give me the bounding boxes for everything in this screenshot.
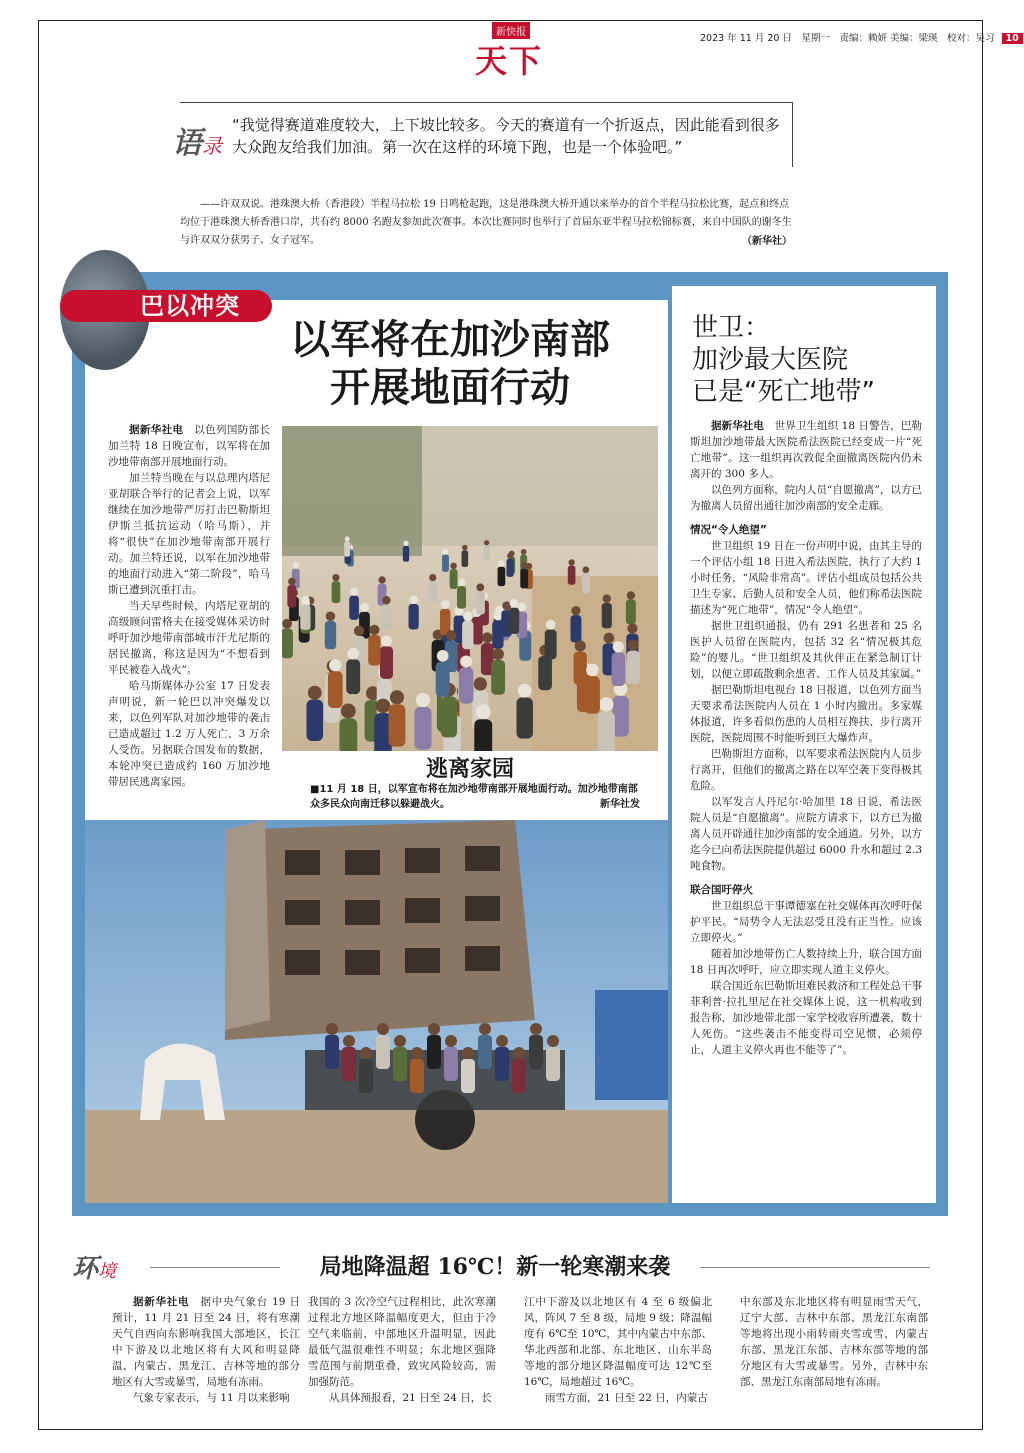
env-column-1: 据新华社电 据中央气象台 19 日预计，11 月 21 日至 24 日，将有寒潮天气自西向东影响我国大部地区，长江中下游及以北地区将有大风和明显降温，内蒙古、黑龙江、吉林等地的部分地区有大雪或暴雪，局地有冻雨。 气象专家表示，与 11 月以来影响: [112, 1296, 300, 1404]
article-paragraph: 加兰特当晚在与以总理内塔尼亚胡联合举行的记者会上说，以军继续在加沙地带严厉打击巴勒斯坦伊斯兰抵抗运动（哈马斯），并将“很快”在加沙地带南部开展行动。加兰特还说，以军在加沙地带的地面行动进入“第二阶段”，哈马斯已遭到沉重打击。: [108, 472, 270, 596]
side-headline: 世卫： 加沙最大医院 已是“死亡地带”: [692, 313, 875, 407]
quote-credit: （新华社）: [742, 236, 792, 247]
article-paragraph: 据巴勒斯坦电视台 18 日报道，以色列方面当天要求希法医院内人员在 1 小时内撤出。多家媒体报道，许多看似伤患的人员相互搀扶、步行离开医院，医院周围不时能听到巨大爆炸声。: [690, 684, 922, 744]
env-label: 环境: [72, 1254, 117, 1284]
dateline-text: 2023 年 11 月 20 日 星期一 责编：赖妍 美编：梁瑛 校对：吴习: [700, 33, 995, 44]
article-paragraph: 世卫组织总干事谭德塞在社交媒体再次呼吁保护平民。“局势令人无法忍受且没有正当性。应该立即停火。”: [690, 900, 922, 944]
side-article-body: [690, 418, 922, 1058]
quote-source: ——许双双说。港珠澳大桥（香港段）半程马拉松 19 日鸣枪起跑，这是港珠澳大桥开通以来举办的首个半程马拉松比赛，起点和终点均位于港珠澳大桥香港口岸，共有约 8000 名跑友参加此次赛事。本次比赛同时也举行了首届东亚半程马拉松锦标赛，来自中国队的谢冬生与许双双分获男子、女子冠军。: [180, 199, 792, 246]
main-article-body: [108, 422, 270, 790]
article-paragraph: 当天早些时候，内塔尼亚胡的高级顾问雷格夫在接受媒体采访时呼吁加沙地带南部城市汗尤尼斯的居民撤离，称这是因为“不想看到平民被卷入战火”。: [108, 600, 270, 676]
article-paragraph: 世卫组织 19 日在一份声明中说，由其主导的一个评估小组 18 日进入希法医院，执行了大约 1 小时任务，“风险非常高”。评估小组成员包括公共卫生专家、后勤人员和安全人员，他们称希法医院描述为“死亡地带”，情况“令人绝望”。: [690, 540, 922, 616]
env-column-4: 中东部及东北地区将有明显雨雪天气，辽宁大部、吉林中东部、黑龙江东南部等地将出现小雨转雨夹雪或雪，内蒙古东部、黑龙江东部、吉林东部等地的部分地区有大雪或暴雪。另外，吉林中东部、黑龙江东南部局地有冻雨。: [740, 1296, 928, 1388]
section-title: 天下: [475, 42, 544, 80]
env-column-2: 我国的 3 次冷空气过程相比，此次寒潮过程北方地区降温幅度更大，但由于冷空气来临前，中部地区升温明显，因此最低气温很难性不明显；东北地区强降雪范围与前期重叠，致灾风险较高，需加强防范。 从具体预报看，21 日至 24 日，长: [308, 1296, 496, 1404]
article-paragraph: 巴勒斯坦方面称，以军要求希法医院内人员步行离开，但他们的撤离之路在以军空袭下变得极其危险。: [690, 748, 922, 792]
dateline: [700, 30, 1023, 44]
article-paragraph: 据新华社电 以色列国防部长加兰特 18 日晚宣布，以军将在加沙地带南部开展地面行动。: [108, 424, 270, 468]
photo-caption: ■11 月 18 日，以军宣布将在加沙地带南部开展地面行动。加沙地带南部众多民众向南迁移以躲避战火。 新华社发: [310, 784, 640, 810]
article-paragraph: 据新华社电 世界卫生组织 18 日警告，巴勒斯坦加沙地带最大医院希法医院已经变成一片“死亡地带”。这一组织再次敦促全面撤离医院内仍未离开的 300 多人。: [690, 420, 922, 480]
brand-logo: 新快报: [492, 22, 530, 39]
env-column-3: 江中下游及以北地区有 4 至 6 级偏北风，阵风 7 至 8 级，局地 9 级；降温幅度有 6℃至 10℃，其中内蒙古中东部、华北西部和北部、东北地区、山东半岛等地的部分地区降温幅度可达 12℃至 16℃，局地超过 16℃。 雨雪方面，21 日至 22 日，内蒙古: [524, 1296, 712, 1404]
divider: [700, 1267, 930, 1268]
photo-ruined-building: [85, 820, 668, 1203]
article-paragraph: 据世卫组织通报，仍有 291 名患者和 25 名医护人员留在医院内，包括 32 名“情况极其危险”的婴儿。“世卫组织及其伙伴正在紧急制订计划，以便立即疏散剩余患者、工作人员及其家属。”: [690, 620, 922, 680]
page-number: 10: [1002, 33, 1023, 44]
article-paragraph: 哈马斯媒体办公室 17 日发表声明说，新一轮巴以冲突爆发以来，以色列军队对加沙地带的袭击已造成超过 1.2 万人死亡、3 万余人受伤。另据联合国发布的数据，本轮冲突已造成约 160 万加沙地带居民逃离家园。: [108, 680, 270, 788]
quote-text: “我觉得赛道难度较大，上下坡比较多。今天的赛道有一个折返点，因此能看到很多大众跑友给我们加油。第一次在这样的环境下跑，也是一个体验吧。”: [232, 116, 780, 156]
photo-title: 逃离家园: [425, 756, 514, 782]
article-paragraph: 以色列方面称，院内人员“自愿撤离”，以方已为撤离人员留出通往加沙南部的安全走廊。: [690, 484, 922, 512]
article-paragraph: 随着加沙地带伤亡人数持续上升，联合国方面 18 日再次呼吁，应立即实现人道主义停火。: [690, 948, 922, 976]
subheading: 情况“令人绝望”: [690, 524, 767, 536]
article-paragraph: 以军发言人丹尼尔·哈加里 18 日说，希法医院人员是“自愿撤离”。应院方请求下，以方已为撤离人员开辟通往加沙南部的安全通道。另外，以方迄今已向希法医院提供超过 6000 升水和超过 2.3 吨食物。: [690, 796, 922, 872]
article-paragraph: 联合国近东巴勒斯坦难民救济和工程处总干事菲利普·拉扎里尼在社交媒体上说，这一机构收到报告称，加沙地带北部一家学校收容所遭袭，数十人死伤。“这些袭击不能变得司空见惯，必须停止，人道主义停火再也不能等了”。: [690, 980, 922, 1056]
main-headline: 以军将在加沙南部 开展地面行动: [290, 316, 610, 411]
quote-label: 语录: [172, 126, 222, 161]
photo-refugees-crowd: [282, 426, 658, 751]
topic-tag: 巴以冲突: [60, 290, 272, 322]
env-headline: 局地降温超 16℃！新一轮寒潮来袭: [319, 1254, 671, 1280]
divider: [150, 1267, 280, 1268]
subheading: 联合国吁停火: [690, 884, 753, 896]
